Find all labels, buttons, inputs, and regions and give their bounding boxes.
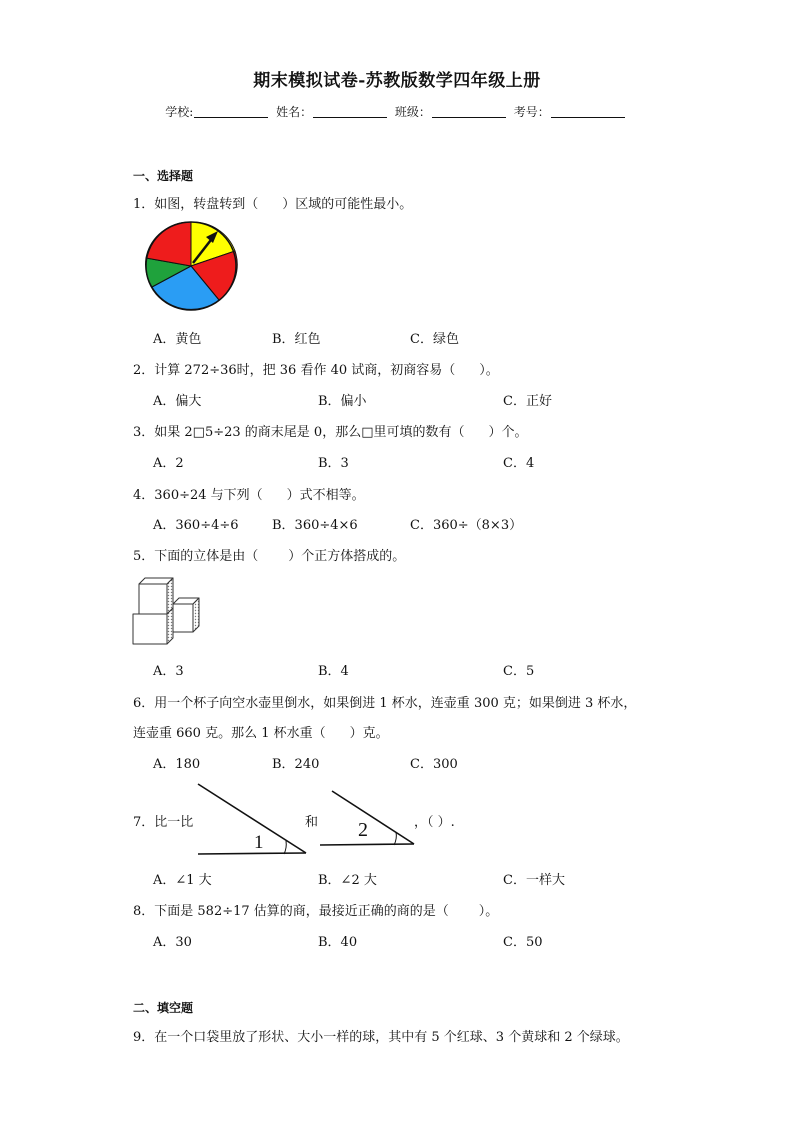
q4-option-a[interactable]: A．360÷4÷6 <box>153 518 239 533</box>
name-blank[interactable] <box>313 105 387 118</box>
q4-option-b[interactable]: B．360÷4×6 <box>272 518 358 533</box>
question-7-text-end: ，（ ）. <box>414 815 455 830</box>
cubes-solid-image <box>131 576 203 646</box>
question-5 <box>133 545 405 564</box>
question-4-text: 4．360÷24 与下列（ <box>133 488 263 503</box>
q1-option-c[interactable]: C．绿色 <box>410 332 459 347</box>
number-blank[interactable] <box>551 105 625 118</box>
q7-option-c[interactable]: C．一样大 <box>503 873 565 888</box>
section-choice-heading: 一、选择题 <box>133 169 194 183</box>
q5-option-a[interactable]: A．3 <box>153 664 184 679</box>
question-3 <box>133 421 528 440</box>
angle-1-image <box>194 780 310 860</box>
q3-option-b[interactable]: B．3 <box>318 456 349 471</box>
q7-option-a[interactable]: A．∠1 大 <box>153 873 212 888</box>
number-label: 考号： <box>513 105 550 119</box>
q8-option-b[interactable]: B．40 <box>318 935 358 950</box>
q8-option-c[interactable]: C．50 <box>503 935 543 950</box>
question-2-text-end: ）。 <box>479 363 499 378</box>
q6-option-c[interactable]: C．300 <box>410 757 458 772</box>
q7-option-b[interactable]: B．∠2 大 <box>318 873 377 888</box>
question-2 <box>133 359 499 378</box>
q2-option-a[interactable]: A．偏大 <box>153 394 202 409</box>
question-6-line-1: 6．用一个杯子向空水壶里倒水，如果倒进 1 杯水，连壶重 300 克；如果倒进 3 杯水， <box>133 696 637 711</box>
q4-option-c[interactable]: C．360÷（8×3） <box>410 518 523 533</box>
q6-option-b[interactable]: B．240 <box>272 757 320 772</box>
q5-option-b[interactable]: B．4 <box>318 664 349 679</box>
q1-option-b[interactable]: B．红色 <box>272 332 321 347</box>
section-fill-heading: 二、填空题 <box>133 1001 194 1015</box>
question-1 <box>133 193 412 212</box>
question-8-text: 8．下面是 582÷17 估算的商，最接近正确的商的是（ <box>133 904 449 919</box>
q1-option-a[interactable]: A．黄色 <box>153 332 202 347</box>
class-blank[interactable] <box>432 105 506 118</box>
q2-option-c[interactable]: C．正好 <box>503 394 552 409</box>
angle-2-label: 2 <box>358 819 368 841</box>
question-4-text-end: ）式不相等。 <box>286 488 365 503</box>
name-label: 姓名： <box>276 105 313 119</box>
q8-option-a[interactable]: A．30 <box>153 935 192 950</box>
angle-1-label: 1 <box>254 832 264 853</box>
page-title: 期末模拟试卷-苏教版数学四年级上册 <box>253 71 541 91</box>
spinner-wheel-image <box>144 220 238 312</box>
question-6-text-end: ）克。 <box>349 726 389 741</box>
question-7-text: 7．比一比 <box>133 815 194 830</box>
question-4 <box>133 484 365 503</box>
question-8 <box>133 900 498 919</box>
q5-option-c[interactable]: C．5 <box>503 664 535 679</box>
question-7-and: 和 <box>305 815 319 830</box>
class-label: 班级： <box>394 105 431 119</box>
question-1-text-end: ）区域的可能性最小。 <box>282 197 413 212</box>
q2-option-b[interactable]: B．偏小 <box>318 394 367 409</box>
q3-option-c[interactable]: C．4 <box>503 456 535 471</box>
question-6-text: 连壶重 660 克。那么 1 杯水重（ <box>133 726 326 741</box>
q3-option-a[interactable]: A．2 <box>153 456 184 471</box>
school-blank[interactable] <box>194 105 268 118</box>
question-3-text: 3．如果 2□5÷23 的商末尾是 0，那么□里可填的数有（ <box>133 425 465 440</box>
question-9-text: 9．在一个口袋里放了形状、大小一样的球，其中有 5 个红球、3 个黄球和 2 个绿球。 <box>133 1030 629 1045</box>
angle-2-image <box>318 787 418 849</box>
question-1-text: 1．如图，转盘转到（ <box>133 197 259 212</box>
question-5-text: 5．下面的立体是由（ <box>133 549 259 564</box>
question-8-text-end: ）。 <box>478 904 499 919</box>
question-6-line-2 <box>133 722 389 741</box>
student-info-line <box>0 103 794 120</box>
school-label: 学校: <box>165 105 194 119</box>
question-3-text-end: ）个。 <box>488 425 528 440</box>
question-2-text: 2．计算 272÷36时，把 36 看作 40 试商，初商容易（ <box>133 363 456 378</box>
q6-option-a[interactable]: A．180 <box>153 757 201 772</box>
question-5-text-end: ）个正方体搭成的。 <box>288 549 406 564</box>
